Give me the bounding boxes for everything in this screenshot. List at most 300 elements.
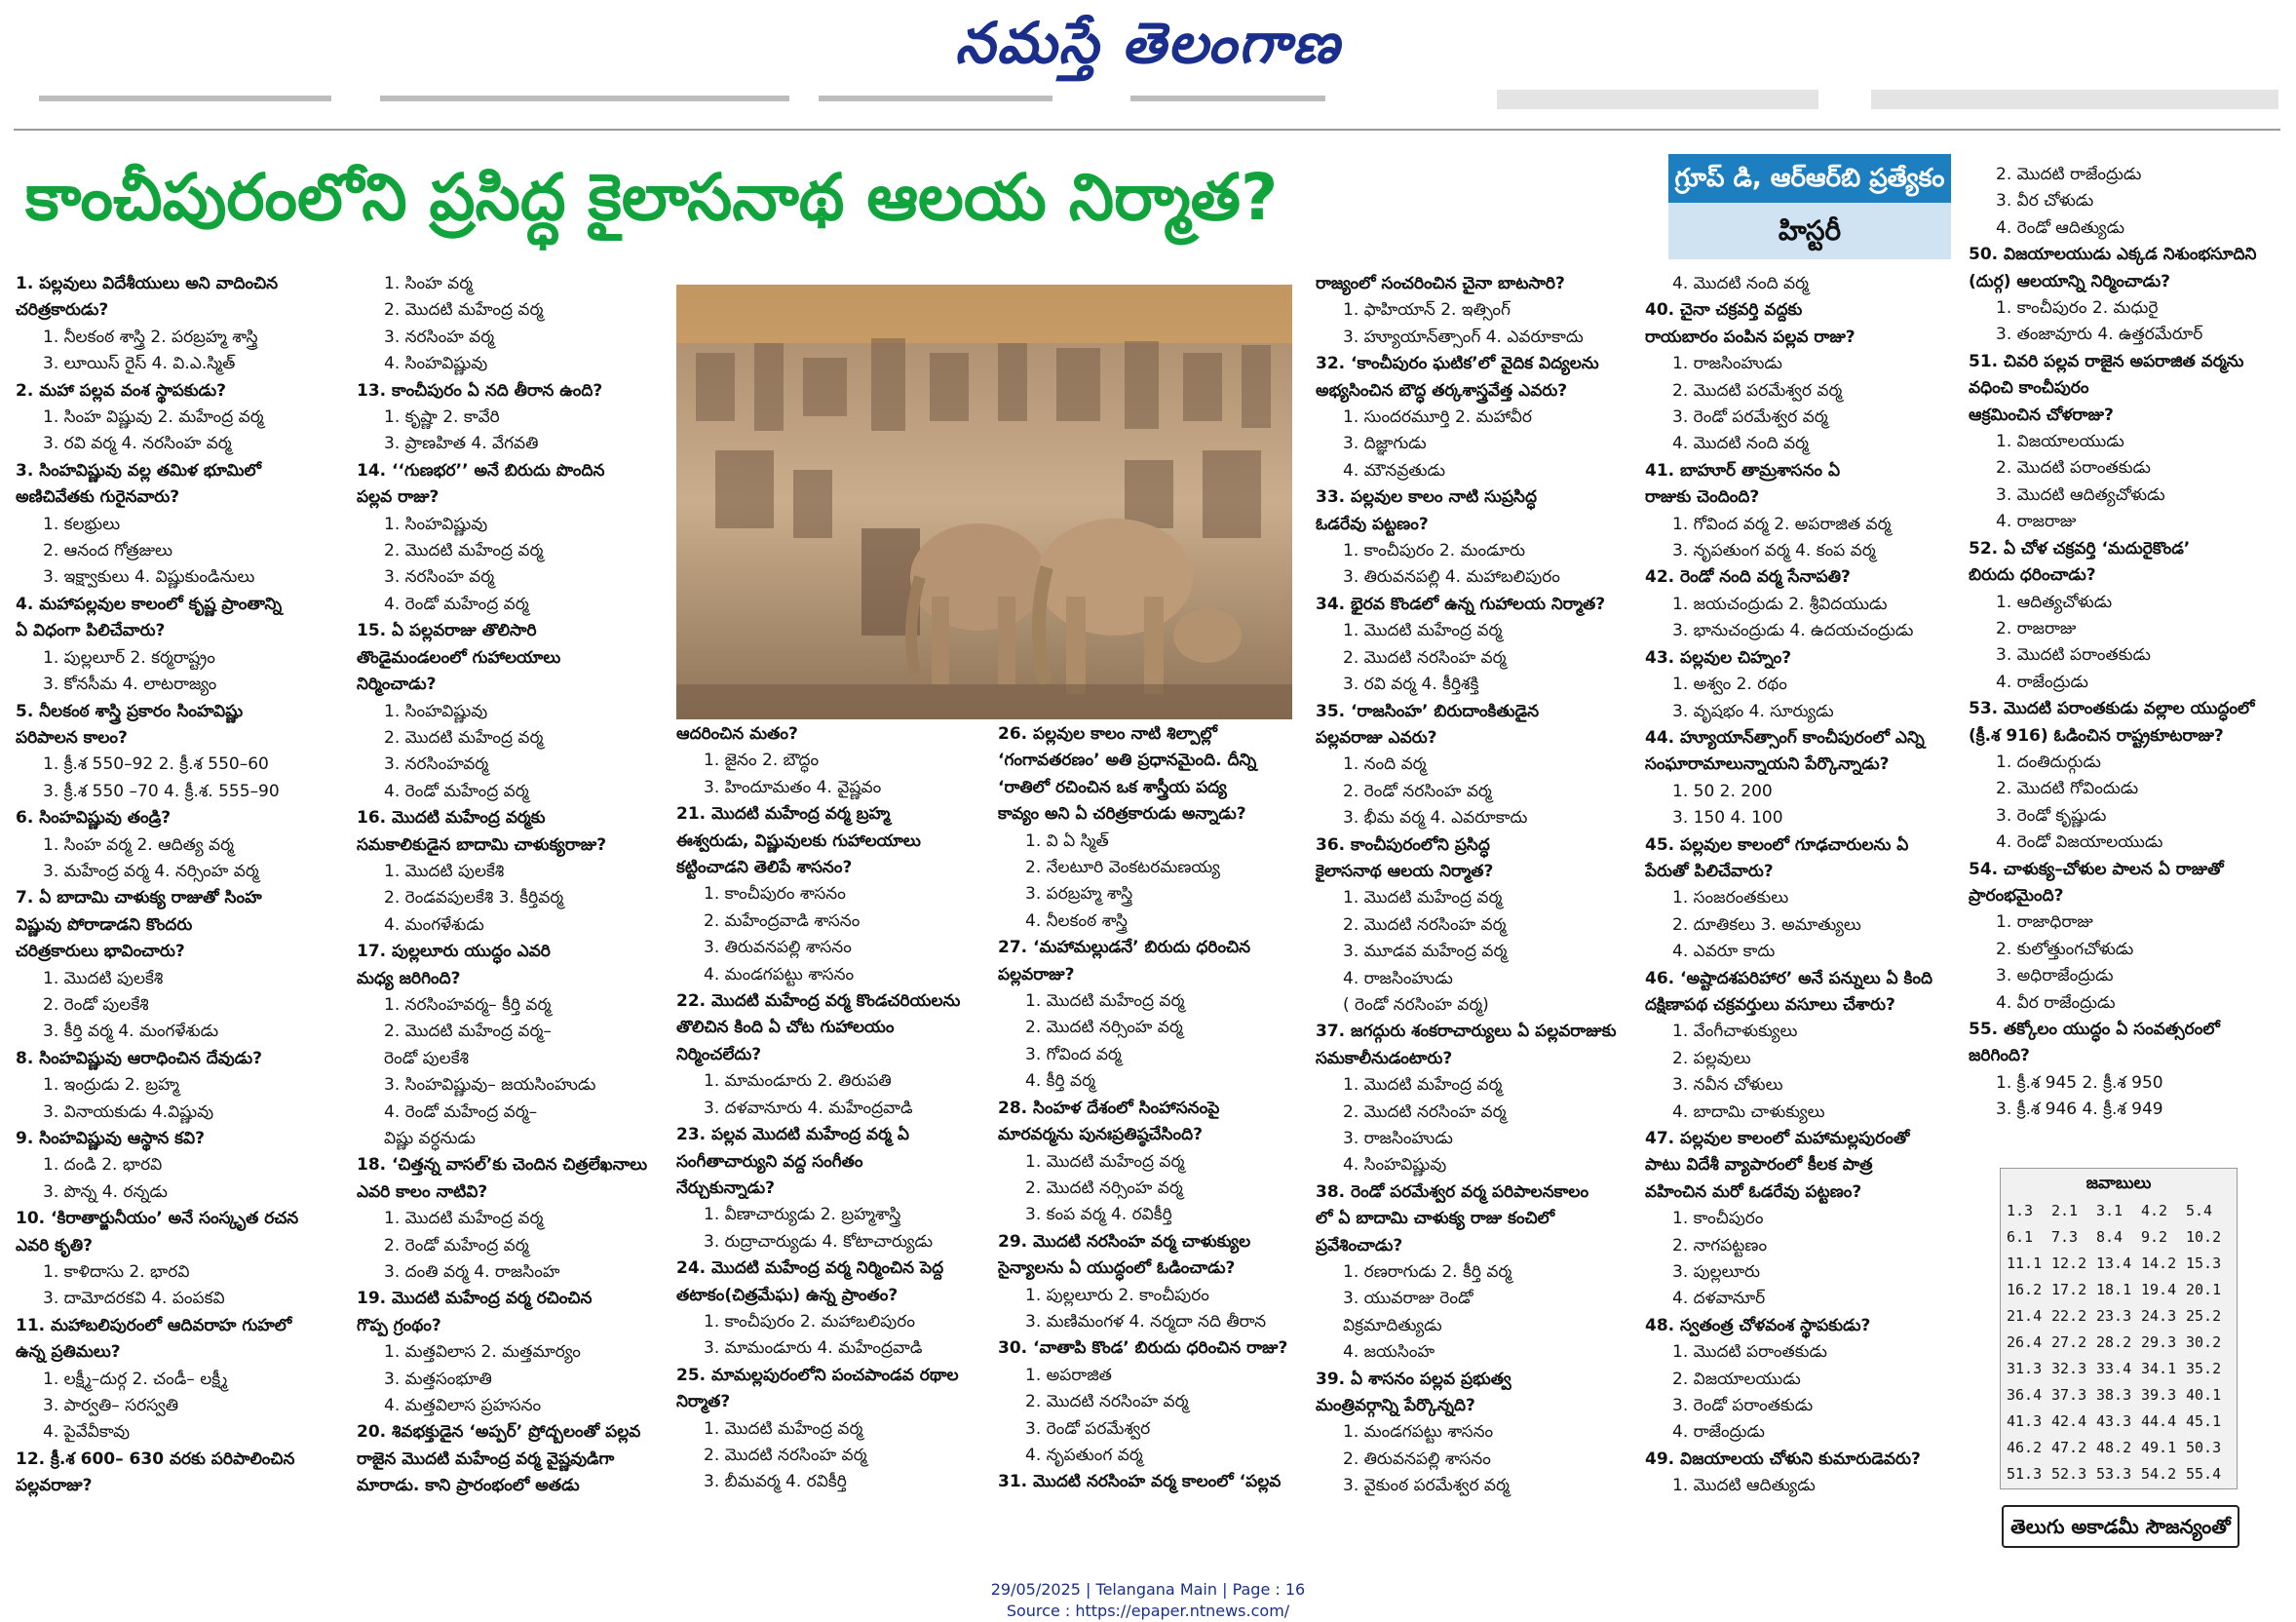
option-line: 4. మౌనవ్రతుడు (1343, 460, 1445, 481)
option-line: 3. మణిమంగళ 4. నర్మదా నది తీరాన (1025, 1311, 1267, 1332)
answer-cell: 13.4 (2096, 1255, 2132, 1272)
question-line: 52. ఏ చోళ చక్రవర్తి ‘మదురైకొండ’ (1969, 538, 2191, 559)
question-line: 19. మొదటి మహేంద్ర వర్మ రచించిన (357, 1289, 593, 1309)
option-line: 3. నరసింహ వర్మ (384, 327, 495, 347)
question-line: 12. క్రీ.శ 600– 630 వరకు పరిపాలించిన (16, 1448, 295, 1469)
option-line: 4. రెండో మహేంద్ర వర్మ (384, 781, 529, 801)
answer-cell: 10.2 (2186, 1228, 2222, 1246)
option-line: 4. జయసింహ (1343, 1342, 1435, 1363)
question-line: 30. ‘వాతాపి కొండ’ బిరుదు ధరించిన రాజు? (998, 1338, 1288, 1359)
option-line: 1. క్రీ.శ 945 2. క్రీ.శ 950 (1996, 1072, 2163, 1093)
option-line: 4. రెండో ఆదిత్యుడు (1996, 217, 2125, 238)
question-line: 33. పల్లవుల కాలం నాటి సుప్రసిద్ధ (1316, 487, 1537, 508)
option-line: 1. రాజాధిరాజు (1996, 912, 2093, 933)
option-line: 1. కాంచీపురం (1672, 1209, 1764, 1229)
top-strip (19, 90, 2277, 111)
option-line: 4. వీర రాజేంద్రుడు (1996, 992, 2116, 1013)
question-line: మంత్రివర్గాన్ని పేర్కొన్నది? (1316, 1396, 1475, 1416)
question-line: 29. మొదటి నరసింహ వర్మ చాళుక్యుల (998, 1231, 1251, 1252)
question-line: 42. రెండో నంది వర్మ సేనాపతి? (1645, 567, 1851, 588)
question-line: రాయబారం పంపిన పల్లవ రాజు? (1645, 327, 1856, 347)
option-line: 3. యువరాజు రెండో (1343, 1289, 1473, 1309)
option-line: విష్ణు వర్ధనుడు (384, 1129, 476, 1148)
option-line: 4. రెండో మహేంద్ర వర్మ (384, 594, 529, 614)
question-line: ‘రాతిలో రచించిన ఒక శాస్త్రీయ పద్య (998, 777, 1227, 797)
option-line: 3. మామండూరు 4. మహేంద్రవాడి (704, 1338, 923, 1359)
option-line: 1. వీణాచార్యుడు 2. బ్రహ్మశాస్త్రి (704, 1205, 901, 1225)
option-line: 2. మొదటి పరమేశ్వర వర్మ (1672, 380, 1843, 401)
option-line: 1. మొదటి మహేంద్ర వర్మ (1025, 991, 1185, 1012)
option-line: ( రెండో నరసింహ వర్మ) (1343, 994, 1489, 1015)
question-line: ఎవరి కృతి? (16, 1235, 94, 1255)
question-line: నిర్మించలేదు? (676, 1044, 762, 1064)
question-line: 10. ‘కిరాతార్జునీయం’ అనే సంస్కృత రచన (16, 1209, 299, 1229)
answer-cell: 27.2 (2051, 1333, 2087, 1351)
option-line: 4. సింహవిష్ణువు (384, 354, 488, 374)
section-tag-exam: గ్రూప్‌ డి, ఆర్‌ఆర్‌బి ప్రత్యేకం (1668, 154, 1951, 203)
question-line: 21. మొదటి మహేంద్ర వర్మ బ్రహ్మ (676, 804, 891, 825)
option-line: 4. మత్తవిలాస ప్రహసనం (384, 1396, 542, 1416)
option-line: 1. అశ్వం 2. రథం (1672, 675, 1787, 695)
answer-cell: 52.3 (2051, 1465, 2087, 1483)
option-line: 3. మొదటి పరాంతకుడు (1996, 645, 2151, 666)
option-line: 2. ఆనంద గోత్రజులు (43, 541, 172, 561)
option-line: 3. భీమ వర్మ 4. ఎవరూకాదు (1343, 808, 1528, 829)
question-line: 18. ‘చిత్తన్న వాసల్‌’కు చెందిన చిత్రలేఖనాలు (357, 1155, 648, 1176)
option-line: 4. సింహవిష్ణువు (1343, 1155, 1447, 1176)
answer-key-title: జవాబులు (2086, 1174, 2152, 1193)
answer-cell: 48.2 (2096, 1439, 2132, 1456)
option-line: 3. రెండో పరాంతకుడు (1672, 1396, 1814, 1416)
question-line: రాజ్యంలో సంచరించిన చైనా బాటసారి? (1316, 274, 1565, 293)
option-line: 1. వి ఏ స్మిత్‌ (1025, 830, 1109, 851)
option-line: 2. మొదటి నరసింహ వర్మ (1343, 1101, 1507, 1122)
option-line: 3. దంతి వర్మ 4. రాజసింహ (384, 1262, 560, 1283)
option-line: 2. రెండో మహేంద్ర వర్మ (384, 1235, 529, 1255)
answer-row (2001, 1382, 2237, 1409)
question-line: 35. ‘రాజసింహ’ బిరుదాంకితుడైన (1316, 701, 1540, 721)
option-line: 3. బీమవర్మ 4. రవికీర్తి (704, 1472, 847, 1492)
option-line: 2. మొదటి గోవిందుడు (1996, 779, 2139, 799)
option-line: 3. రెండో పరమేశ్వర వర్మ (1672, 407, 1828, 428)
question-column-3 (676, 721, 994, 1560)
option-line: 1. లక్ష్మీ–దుర్గ 2. చండీ– లక్ష్మీ (43, 1369, 228, 1389)
question-line: 50. విజయాలయుడు ఎక్కడ నిశుంభసూదిని (1969, 245, 2257, 265)
question-line: విష్ణువు పోరాడాడని కొందరు (16, 914, 193, 935)
option-line: 3. పరబ్రహ్మ శాస్త్రి (1025, 884, 1133, 905)
question-column-6 (1645, 271, 1967, 1558)
option-line: 2. మొదటి నరసింహ వర్మ (1025, 1392, 1189, 1412)
question-line: లో ఏ బాదామి చాళుక్య రాజు కంచిలో (1316, 1209, 1555, 1229)
option-line: 2. మొదటి నరసింహ వర్మ (1343, 914, 1507, 935)
question-line: చరిత్రకారులు భావించారు? (16, 942, 185, 962)
option-line: 3. హ్యూయాన్‌త్సాంగ్‌ 4. ఎవరూకాదు (1343, 327, 1584, 347)
option-line: 3. హిందూమతం 4. వైష్ణవం (704, 777, 882, 797)
answer-row (2001, 1224, 2237, 1251)
option-line: 2. తిరువనపల్లి శాసనం (1343, 1448, 1491, 1469)
answer-cell: 45.1 (2186, 1412, 2222, 1430)
answer-cell: 40.1 (2186, 1386, 2222, 1404)
question-line: 3. సింహవిష్ణువు వల్ల తమిళ భూమిలో (16, 460, 261, 481)
option-line: 1. కాంచీపురం 2. మండూరు (1343, 541, 1526, 561)
answer-cell: 50.3 (2186, 1439, 2222, 1456)
answer-cell: 6.1 (2007, 1228, 2034, 1246)
question-line: 20. శివభక్తుడైన ‘అప్పర్‌’ ప్రోద్బలంతో పల్లవ (357, 1422, 641, 1443)
option-line: 1. మొదటి మహేంద్ర వర్మ (1343, 888, 1503, 908)
option-line: 4. మొదటి నంది వర్మ (1672, 434, 1809, 454)
option-line: 3. వృషభం 4. సూర్యుడు (1672, 701, 1834, 721)
question-line: జరిగింది? (1969, 1046, 2030, 1066)
question-line: 8. సింహవిష్ణువు ఆరాధించిన దేవుడు? (16, 1048, 263, 1068)
answer-cell: 7.3 (2051, 1228, 2079, 1246)
answer-cell: 36.4 (2007, 1386, 2043, 1404)
question-line: పరిపాలన కాలం? (16, 727, 128, 748)
question-line: 26. పల్లవుల కాలం నాటి శిల్పాల్లో (998, 724, 1218, 744)
answer-cell: 42.4 (2051, 1412, 2087, 1430)
answer-cell: 23.3 (2096, 1307, 2132, 1325)
question-line: 16. మొదటి మహేంద్ర వర్మకు (357, 808, 546, 829)
question-line: వహించిన మరో ఓడరేవు పట్టణం? (1645, 1181, 1862, 1202)
question-line: నిర్మాత? (676, 1392, 731, 1412)
option-line: విక్రమాదిత్యుడు (1343, 1315, 1442, 1335)
answer-row (2001, 1435, 2237, 1461)
question-line: 45. పల్లవుల కాలంలో గూఢచారులను ఏ (1645, 834, 1909, 855)
answer-cell: 4.2 (2141, 1202, 2168, 1219)
option-line: 1. కలభ్రులు (43, 514, 121, 534)
question-line: ప్రారంభమైంది? (1969, 885, 2064, 906)
option-line: 3. క్రీ.శ 550 –70 4. క్రీ.శ. 555–90 (43, 781, 280, 801)
option-line: 4. ఎవరూ కాదు (1672, 942, 1776, 962)
answer-cell: 11.1 (2007, 1255, 2043, 1272)
question-line: తొండైమండలంలో గుహాలయాలు (357, 647, 561, 668)
question-line: 40. చైనా చక్రవర్తి వద్దకు (1645, 300, 1803, 321)
option-line: 3. భానుచంద్రుడు 4. ఉదయచంద్రుడు (1672, 621, 1914, 641)
option-line: 1. నరసింహవర్మ– కీర్తి వర్మ (384, 994, 552, 1015)
answer-row (2001, 1356, 2237, 1382)
answer-cell: 49.1 (2141, 1439, 2177, 1456)
question-line: 38. రెండో పరమేశ్వర వర్మ పరిపాలనకాలం (1316, 1181, 1589, 1202)
option-line: 4. కీర్తి వర్మ (1025, 1071, 1095, 1092)
answer-cell: 55.4 (2186, 1465, 2222, 1483)
question-line: 46. ‘అష్టాదశపరిహార’ అనే పన్నులు ఏ కింది (1645, 968, 1933, 988)
question-line: 2. మహా పల్లవ వంశ స్థాపకుడు? (16, 380, 226, 401)
answer-row (2001, 1461, 2237, 1487)
answer-cell: 16.2 (2007, 1281, 2043, 1298)
option-line: 3. అధిరాజేంద్రుడు (1996, 966, 2114, 986)
answer-cell: 37.3 (2051, 1386, 2087, 1404)
option-line: 3. రెండో కృష్ణుడు (1996, 805, 2107, 826)
question-line: పల్లవ రాజు? (357, 487, 440, 508)
question-line: సమకాలికుడైన బాదామి చాళుక్యరాజు? (357, 834, 607, 855)
question-line: 9. సింహవిష్ణువు ఆస్థాన కవి? (16, 1129, 206, 1148)
question-line: రాజైన మొదటి మహేంద్ర వర్మ వైష్ణవుడిగా (357, 1448, 615, 1469)
answer-cell: 47.2 (2051, 1439, 2087, 1456)
option-line: 1. సింహ వర్మ (384, 274, 474, 293)
question-line: ఆదరించిన మతం? (676, 724, 798, 744)
question-line: తొలిచిన కింది ఏ చోట గుహాలయం (676, 1018, 895, 1038)
option-line: 1. సింహవిష్ణువు (384, 514, 488, 534)
option-line: 1. పుల్లలూర్‌ 2. కర్మరాష్ట్రం (43, 647, 215, 668)
option-line: 3. పార్వతి– సరస్వతి (43, 1396, 179, 1416)
answer-key-grid (2001, 1198, 2237, 1487)
question-line: 36. కాంచీపురంలోని ప్రసిద్ధ (1316, 834, 1490, 855)
option-line: 4. రాజరాజు (1996, 512, 2077, 532)
question-line: 47. పల్లవుల కాలంలో మహామల్లపురంతో (1645, 1129, 1910, 1148)
question-line: సైన్యాలను ఏ యుద్ధంలో ఓడించాడు? (998, 1258, 1236, 1279)
question-line: 41. బాహూర్‌ తామ్రశాసనం ఏ (1645, 460, 1841, 481)
option-line: రెండో పులకేశి (384, 1048, 469, 1068)
question-line: 49. విజయాలయ చోళుని కుమారుడెవరు? (1645, 1448, 1921, 1469)
section-tag-subject: హిస్టరీ (1668, 203, 1951, 259)
option-line: 3. మత్తసంభూతి (384, 1369, 492, 1389)
option-line: 2. పల్లవులు (1672, 1048, 1751, 1068)
question-line: 25. మామల్లపురంలోని పంచపాండవ రథాల (676, 1365, 959, 1385)
page-headline: కాంచీపురంలోని ప్రసిద్ధ కైలాసనాథ ఆలయ నిర్మాత? (25, 160, 1279, 235)
question-line: 28. సింహళ దేశంలో సింహాసనంపై (998, 1098, 1220, 1118)
question-line: 7. ఏ బాదామి చాళుక్య రాజుతో సింహ (16, 888, 262, 908)
question-line: 34. భైరవ కొండలో ఉన్న గుహాలయ నిర్మాత? (1316, 594, 1606, 614)
question-line: మారాడు. కాని ప్రారంభంలో అతడు (357, 1476, 580, 1496)
option-line: 2. రాజరాజు (1996, 618, 2077, 638)
question-line: (దుర్గ) ఆలయాన్ని నిర్మించాడు? (1969, 271, 2170, 291)
question-line: నిర్మించాడు? (357, 675, 437, 695)
option-line: 4. మొదటి నంది వర్మ (1672, 274, 1809, 293)
answer-cell: 22.2 (2051, 1307, 2087, 1325)
question-line: 13. కాంచీపురం ఏ నది తీరాన ఉంది? (357, 380, 603, 401)
question-line: సంఘారామాలున్నాయని పేర్కొన్నాడు? (1645, 754, 1890, 775)
option-line: 2. మొదటి మహేంద్ర వర్మ– (384, 1022, 552, 1042)
option-line: 1. కాంచీపురం 2. మహాబలిపురం (704, 1311, 915, 1332)
question-line: 51. చివరి పల్లవ రాజైన అపరాజిత వర్మను (1969, 351, 2244, 371)
option-line: 1. విజయాలయుడు (1996, 432, 2124, 452)
answer-cell: 38.3 (2096, 1386, 2132, 1404)
question-line: మారవర్మను పునఃప్రతిష్ఠచేసింది? (998, 1125, 1203, 1145)
option-line: 2. విజయాలయుడు (1672, 1369, 1801, 1389)
question-line: ఓడరేవు పట్టణం? (1316, 514, 1429, 534)
option-line: 1. కాంచీపురం 2. మధురై (1996, 298, 2159, 319)
option-line: 1. సంజరంతకులు (1672, 888, 1789, 908)
answer-cell: 31.3 (2007, 1360, 2043, 1377)
option-line: 1. రణరాగుడు 2. కీర్తి వర్మ (1343, 1262, 1512, 1283)
option-line: 3. దిజ్ఞాగుడు (1343, 434, 1427, 454)
answer-cell: 14.2 (2141, 1255, 2177, 1272)
option-line: 1. మామండూరు 2. తిరుపతి (704, 1071, 892, 1092)
question-column-5 (1316, 271, 1637, 1558)
option-line: 1. కృష్ణా 2. కావేరి (384, 407, 500, 428)
question-line: పల్లవరాజు ఎవరు? (1316, 727, 1437, 748)
option-line: 1. మొదటి మహేంద్ర వర్మ (1343, 621, 1503, 641)
option-line: 3. క్రీ.శ 946 4. క్రీ.శ 949 (1996, 1100, 2163, 1120)
footer-source: Source : https://epaper.ntnews.com/ (1006, 1602, 1290, 1620)
option-line: 1. సుందరమూర్తి 2. మహావీర (1343, 407, 1532, 428)
question-line: 27. ‘మహామల్లుడనే’ బిరుదు ధరించిన (998, 938, 1251, 958)
option-line: 3. రవి వర్మ 4. నరసింహ వర్మ (43, 434, 232, 454)
answer-cell: 35.2 (2186, 1360, 2222, 1377)
footer-date-page: 29/05/2025 | Telangana Main | Page : 16 (990, 1580, 1306, 1599)
option-line: 2. మొదటి నర్సింహ వర్మ (1025, 1018, 1183, 1038)
question-line: వధించి కాంచీపురం (1969, 378, 2089, 399)
question-line: 6. సింహవిష్ణువు తండ్రి? (16, 808, 172, 829)
answer-cell: 29.3 (2141, 1333, 2177, 1351)
option-line: 3. తిరువనపల్లి 4. మహాబలిపురం (1343, 567, 1560, 588)
section-tag (1668, 154, 1951, 259)
question-line: 11. మహాబలిపురంలో ఆదివరాహ గుహలో (16, 1315, 292, 1335)
option-line: 2. దూతికలు 3. అమాత్యులు (1672, 914, 1861, 935)
question-line: 22. మొదటి మహేంద్ర వర్మ కొండచరియలను (676, 991, 961, 1012)
question-line: మధ్య జరిగింది? (357, 968, 461, 988)
option-line: 1. సింహ వర్మ 2. ఆదిత్య వర్మ (43, 834, 234, 855)
question-line: బిరుదు ధరించాడు? (1969, 565, 2096, 586)
answer-cell: 25.2 (2186, 1307, 2222, 1325)
answer-cell: 2.1 (2051, 1202, 2079, 1219)
option-line: 1. నీలకంఠ శాస్త్రి 2. పరబ్రహ్మ శాస్త్రి (43, 327, 258, 347)
option-line: 3. వీర చోళుడు (1996, 191, 2094, 212)
option-line: 1. వేంగీచాళుక్యులు (1672, 1022, 1798, 1042)
question-line: ఈశ్వరుడు, విష్ణువులకు గుహాలయాలు (676, 830, 921, 851)
answer-cell: 12.2 (2051, 1255, 2087, 1272)
option-line: 2. నాగపట్టణం (1672, 1235, 1768, 1255)
answer-key-box (2000, 1168, 2238, 1489)
answer-row (2001, 1409, 2237, 1435)
option-line: 2. మొదటి నరసింహ వర్మ (1343, 647, 1507, 668)
option-line: 4. దళవానూర్‌ (1672, 1289, 1766, 1309)
question-line: రాజుకు చెందింది? (1645, 487, 1760, 508)
question-line: 53. మొదటి పరాంతకుడు వల్లాల యుద్ధంలో (1969, 699, 2255, 719)
option-line: 3. దళవానూరు 4. మహేంద్రవాడి (704, 1098, 913, 1118)
question-line: (క్రీ.శ 916) ఓడించిన రాష్ట్రకూటరాజు? (1969, 725, 2224, 746)
option-line: 1. 50 2. 200 (1672, 781, 1773, 801)
question-line: కైలాసనాథ ఆలయ నిర్మాత? (1316, 861, 1494, 881)
question-line: 55. తక్కోలం యుద్ధం ఏ సంవత్సరంలో (1969, 1020, 2220, 1039)
option-line: 1. మొదటి ఆదిత్యుడు (1672, 1476, 1816, 1496)
option-line: 3. రెండో పరమేశ్వర (1025, 1418, 1151, 1439)
option-line: 3. రాజసింహుడు (1343, 1129, 1453, 1148)
option-line: 1. జైనం 2. బౌద్ధం (704, 751, 820, 771)
option-line: 3. కీర్తి వర్మ 4. మంగళేశుడు (43, 1022, 219, 1042)
option-line: 1. ఇంద్రుడు 2. బ్రహ్మ (43, 1075, 179, 1096)
question-line: సమకాలీనుడంటారు? (1316, 1048, 1453, 1068)
answer-cell: 44.4 (2141, 1412, 2177, 1430)
option-line: 1. మొదటి మహేంద్ర వర్మ (384, 1209, 544, 1229)
answer-cell: 53.3 (2096, 1465, 2132, 1483)
answer-row (2001, 1330, 2237, 1356)
answer-cell: 54.2 (2141, 1465, 2177, 1483)
option-line: 1. మొదటి మహేంద్ర వర్మ (704, 1418, 863, 1439)
option-line: 3. రుద్రాచార్యుడు 4. కోటాచార్యుడు (704, 1231, 934, 1252)
question-line: ఉన్న ప్రతిమలు? (16, 1342, 121, 1363)
question-line: పల్లవరాజు? (16, 1476, 93, 1496)
question-line: నేర్చుకున్నాడు? (676, 1178, 776, 1198)
answer-cell: 33.4 (2096, 1360, 2132, 1377)
option-line: 3. నృపతుంగ వర్మ 4. కంప వర్మ (1672, 541, 1876, 561)
option-line: 2. నేలటూరి వెంకటరమణయ్య (1025, 858, 1220, 878)
option-line: 2. మొదటి పరాంతకుడు (1996, 458, 2151, 479)
question-column-2 (357, 271, 669, 1558)
question-line: 15. ఏ పల్లవరాజు తొలిసారి (357, 621, 537, 641)
answer-cell: 41.3 (2007, 1412, 2043, 1430)
question-line: 44. హ్యూయాన్‌త్సాంగ్‌ కాంచీపురంలో ఎన్ని (1645, 727, 1925, 748)
question-line: దక్షిణాపథ చక్రవర్తులు వసూలు చేశారు? (1645, 994, 1895, 1015)
option-line: 2. రెండవపులకేశి 3. కీర్తివర్మ (384, 888, 564, 908)
question-line: ఏ విధంగా పిలిచేవారు? (16, 621, 166, 641)
header-rule (14, 129, 2280, 131)
option-line: 3. ప్రాణహిత 4. వేగవతి (384, 434, 539, 454)
option-line: 1. ఆదిత్యచోళుడు (1996, 592, 2113, 612)
temple-sculpture-photo (676, 285, 1292, 719)
answer-cell: 30.2 (2186, 1333, 2222, 1351)
option-line: 1. దంతిదుర్గుడు (1996, 752, 2101, 772)
question-line: 1. పల్లవులు విదేశీయులు అని వాదించిన (16, 274, 279, 293)
option-line: 2. మొదటి నరసింహ వర్మ (704, 1445, 867, 1465)
answer-cell: 28.2 (2096, 1333, 2132, 1351)
question-line: ప్రవేశించాడు? (1316, 1235, 1403, 1255)
question-line: 24. మొదటి మహేంద్ర వర్మ నిర్మించిన పెద్ద (676, 1258, 944, 1279)
answer-cell: 34.1 (2141, 1360, 2177, 1377)
newspaper-logo: నమస్తే తెలంగాణ (955, 10, 1341, 76)
option-line: 1. సింహవిష్ణువు (384, 701, 488, 721)
option-line: 3. సింహవిష్ణువు– జయసింహుడు (384, 1075, 596, 1096)
option-line: 4. మంగళేశుడు (384, 914, 484, 935)
option-line: 3. కంప వర్మ 4. రవికీర్తి (1025, 1205, 1172, 1225)
option-line: 4. పైవేవీకావు (43, 1422, 131, 1443)
option-line: 4. నీలకంఠ శాస్త్రి (1025, 910, 1128, 931)
option-line: 1. మొదటి మహేంద్ర వర్మ (1025, 1151, 1185, 1172)
option-line: 2. మొదటి రాజేంద్రుడు (1996, 165, 2142, 184)
question-line: 4. మహాపల్లవుల కాలంలో కృష్ణ ప్రాంతాన్ని (16, 594, 283, 614)
question-line: 48. స్వతంత్ర చోళవంశ స్థాపకుడు? (1645, 1315, 1871, 1335)
question-line: చరిత్రకారుడు? (16, 300, 109, 321)
option-line: 3. నరసింహ వర్మ (384, 567, 495, 588)
answer-cell: 1.3 (2007, 1202, 2034, 1219)
answer-cell: 21.4 (2007, 1307, 2043, 1325)
option-line: 3. పొన్న 4. రన్నడు (43, 1181, 168, 1202)
question-line: కావ్యం అని ఏ చరిత్రకారుడు అన్నాడు? (998, 804, 1246, 825)
option-line: 2. మహేంద్రవాడి శాసనం (704, 910, 861, 931)
question-line: అణిచివేతకు గురైనవారు? (16, 487, 180, 508)
question-line: 5. నీలకంఠ శాస్త్రి ప్రకారం సింహవిష్ణు (16, 701, 244, 721)
answer-cell: 18.1 (2096, 1281, 2132, 1298)
answer-cell: 8.4 (2096, 1228, 2124, 1246)
option-line: 4. రెండో మహేంద్ర వర్మ– (384, 1101, 538, 1122)
option-line: 3. వైకుంఠ పరమేశ్వర వర్మ (1343, 1476, 1510, 1496)
option-line: 4. రాజసింహుడు (1343, 968, 1453, 988)
option-line: 4. రెండో విజయాలయుడు (1996, 832, 2163, 853)
question-line: 23. పల్లవ మొదటి మహేంద్ర వర్మ ఏ (676, 1125, 909, 1145)
masthead (0, 0, 2296, 86)
answer-cell: 15.3 (2186, 1255, 2222, 1272)
option-line: 1. సింహ విష్ణువు 2. మహేంద్ర వర్మ (43, 407, 264, 428)
question-line: 37. జగద్గురు శంకరాచార్యులు ఏ పల్లవరాజుకు (1316, 1022, 1617, 1042)
option-line: 1. జయచంద్రుడు 2. శ్రీవిదయుడు (1672, 594, 1888, 614)
credit-badge: తెలుగు అకాడమీ సౌజన్యంతో (2002, 1505, 2239, 1548)
question-line: అభ్యసించిన బౌద్ధ తర్కశాస్త్రవేత్త ఎవరు? (1316, 380, 1568, 401)
question-line: 43. పల్లవుల చిహ్నం? (1645, 647, 1792, 668)
option-line: 3. దామోదరకవి 4. పంపకవి (43, 1289, 225, 1309)
option-line: 2. రెండో నరసింహ వర్మ (1343, 781, 1492, 801)
option-line: 1. మొదటి పులకేశి (384, 861, 505, 881)
option-line: 1. కాంచీపురం శాసనం (704, 884, 846, 905)
question-line: పాటు విదేశీ వ్యాపారంలో కీలక పాత్ర (1645, 1155, 1873, 1176)
question-line: ఆక్రమించిన చోళరాజు? (1969, 405, 2114, 425)
option-line: 1. ఫాహియాన్‌ 2. ఇత్సింగ్‌ (1343, 300, 1511, 321)
option-line: 2. మొదటి మహేంద్ర వర్మ (384, 300, 544, 321)
option-line: 1. కాళిదాసు 2. భారవి (43, 1262, 190, 1283)
question-column-4 (998, 721, 1310, 1560)
option-line: 4. మండగపట్టు శాసనం (704, 964, 855, 985)
option-line: 1. రాజసింహుడు (1672, 354, 1782, 374)
option-line: 3. మహేంద్ర వర్మ 4. నర్సింహ వర్మ (43, 861, 259, 881)
option-line: 2. మొదటి మహేంద్ర వర్మ (384, 727, 544, 748)
